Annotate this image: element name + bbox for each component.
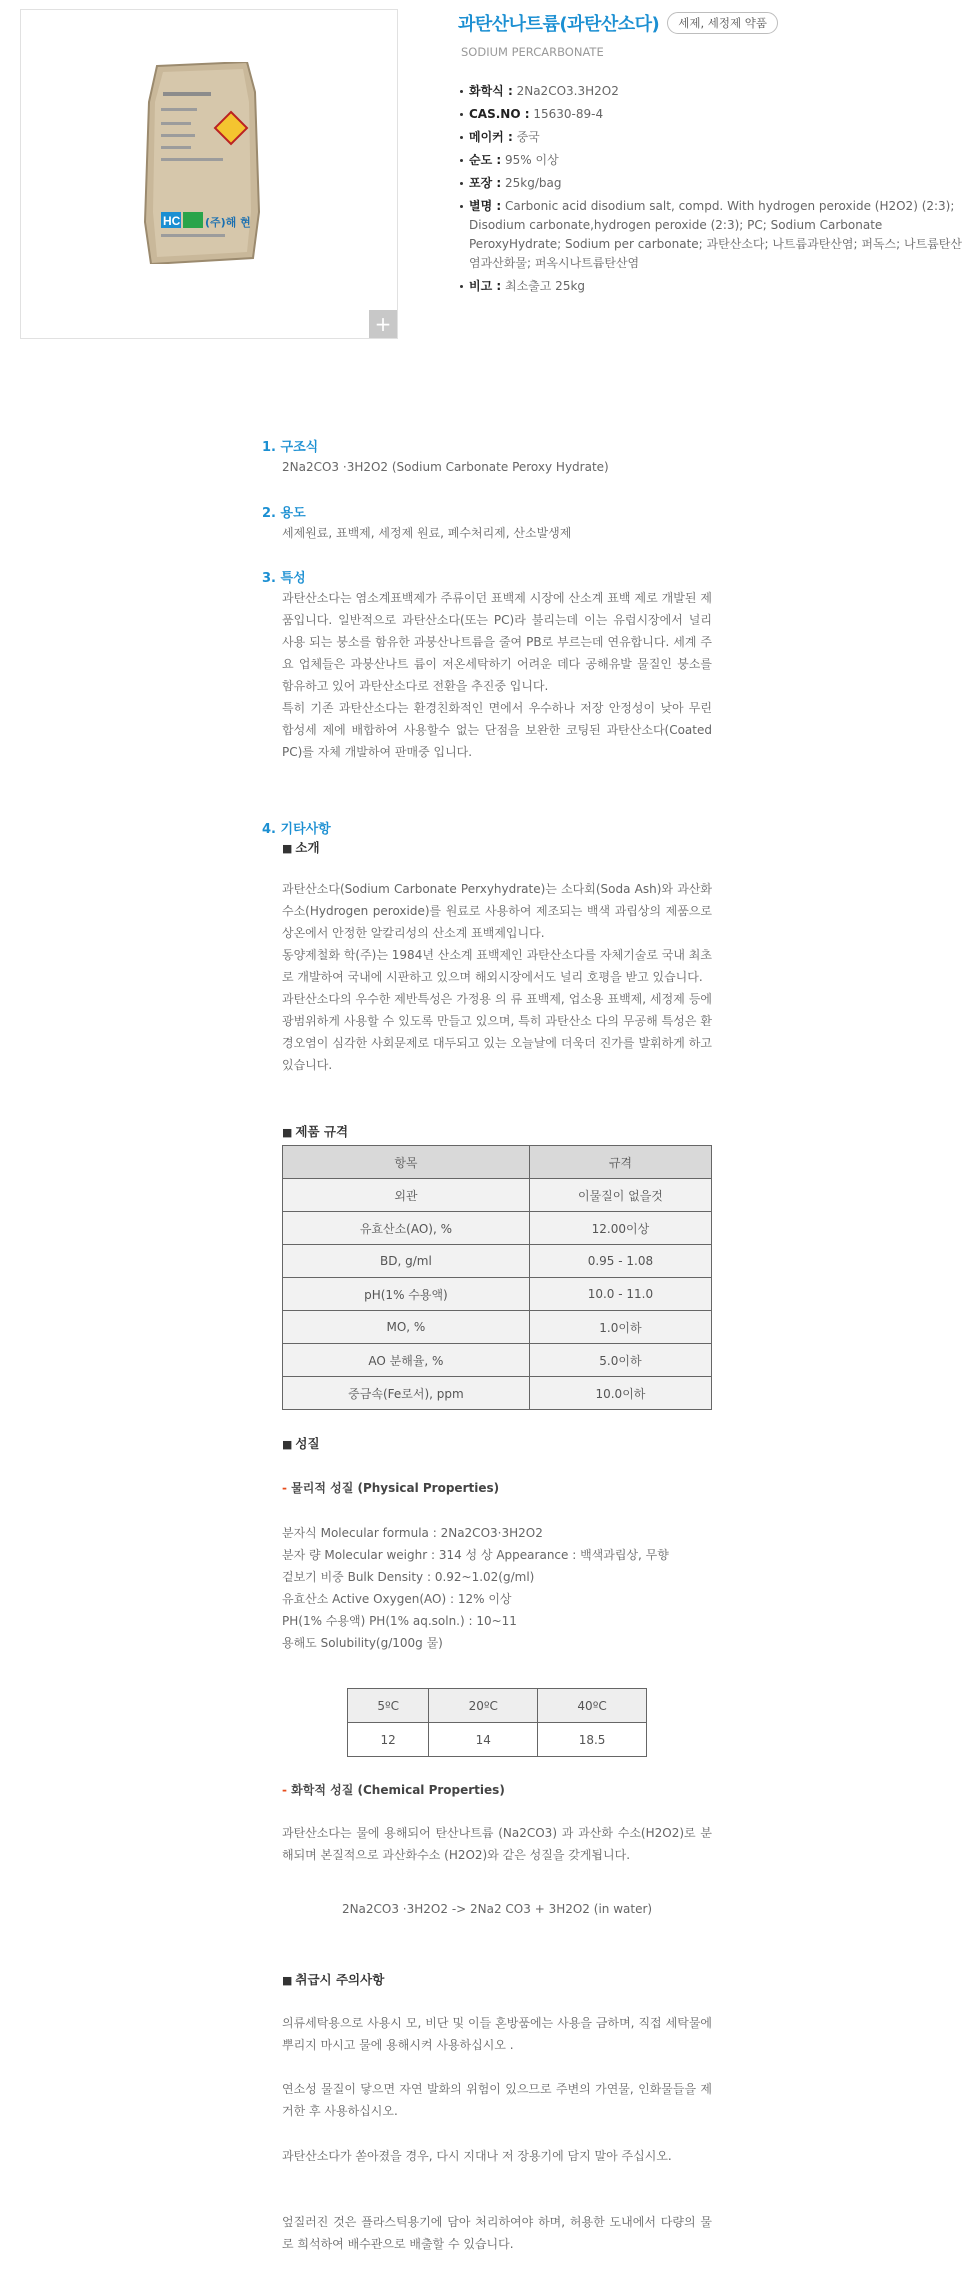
product-title-row [458, 10, 778, 36]
chemical-properties-title: 화학적 성질 (Chemical Properties) [291, 1783, 505, 1797]
spec-value: 중국 [516, 130, 540, 144]
spec-value: 25kg/bag [505, 176, 562, 190]
section-title-misc: 4. 기타사항 [262, 822, 331, 837]
intro-paragraph: 과탄산소다의 우수한 제반특성은 가정용 의 류 표백제, 업소용 표백제, 세정제 등에 광범위하게 사용할 수 있도록 만들고 있으며, 특히 과탄산소 다의 무공해 특성은 환경오염이 심각한 사회문제로 대두되고 있는 오늘날에 더욱더 진가를 발휘하게 하고 있습니다. [282, 992, 712, 1072]
spec-label: 별명 : [469, 199, 502, 213]
spec-value: 최소출고 25kg [505, 279, 586, 293]
table-row [283, 1212, 712, 1245]
table-header-row [283, 1146, 712, 1179]
spec-label: 순도 : [469, 153, 502, 167]
product-title: 과탄산나트륨(과탄산소다) [458, 14, 660, 35]
spec-item-packaging [460, 174, 970, 193]
handling-text-3: 과탄산소다가 쏟아졌을 경우, 다시 지대나 저 장용기에 담지 말아 주십시오. [282, 2149, 672, 2163]
category-badge[interactable]: 세제, 세정제 약품 [667, 12, 778, 34]
section-title-features: 3. 특성 [262, 571, 306, 586]
product-bag-image [143, 62, 261, 264]
table-cell: 10.0이하 [529, 1377, 711, 1410]
spec-value: 95% 이상 [505, 153, 559, 167]
features-paragraph: 과탄산소다는 염소계표백제가 주류이던 표백제 시장에 산소계 표백 제로 개발된 제품입니다. 일반적으로 과탄산소다(또는 PC)라 불리는데 이는 유럽시장에서 널리 사용 되는 붕소를 함유한 과붕산나트륨을 줄여 PB로 부르는데 연유합니다. 세계 주요 업체들은 과붕산나트 륨이 저온세탁하기 어려운 데다 공해유발 물질인 붕소를 함유하고 있어 과탄산소다로 전환을 추진중 입니다. [282, 591, 712, 693]
table-cell: MO, % [283, 1311, 530, 1344]
handling-text-1: 의류세탁용으로 사용시 모, 비단 및 이들 혼방품에는 사용을 금하며, 직접 세탁물에 뿌리지 마시고 물에 용해시켜 사용하십시오 . [282, 2016, 712, 2052]
intro-text [282, 878, 712, 1076]
spec-table-heading [282, 1122, 348, 1140]
spec-item-aliases [460, 197, 970, 273]
chemical-properties-heading [282, 1781, 505, 1798]
square-bullet-icon: ■ [282, 1126, 293, 1139]
bag-brand-text: (주)해 현 [205, 216, 251, 229]
product-spec-list [460, 82, 970, 300]
property-line: 유효산소 Active Oxygen(AO) : 12% 이상 [282, 1592, 512, 1606]
table-header-cell: 항목 [283, 1146, 530, 1179]
table-cell: 1.0이하 [529, 1311, 711, 1344]
table-cell: 10.0 - 11.0 [529, 1278, 711, 1311]
chemical-properties-text: 과탄산소다는 물에 용해되어 탄산나트륨 (Na2CO3) 과 과산화 수소(H2O2)로 분해되며 본질적으로 과산화수소 (H2O2)와 같은 성질을 갖게됩니다. [282, 1826, 712, 1862]
intro-paragraph: 동양제철화 학(주)는 1984년 산소계 표백제인 과탄산소다를 자체기술로 국내 최초로 개발하여 국내에 시판하고 있으며 해외시장에서도 널리 호평을 받고 있습니다. [282, 948, 712, 984]
properties-heading-text: 성질 [295, 1436, 320, 1451]
table-cell: 0.95 - 1.08 [529, 1245, 711, 1278]
table-cell: 14 [429, 1723, 538, 1757]
property-line: PH(1% 수용액) PH(1% aq.soln.) : 10~11 [282, 1614, 517, 1628]
square-bullet-icon: ■ [282, 842, 293, 855]
spec-item-formula [460, 82, 970, 101]
bag-logo: HC [163, 214, 181, 228]
table-cell: AO 분해율, % [283, 1344, 530, 1377]
table-cell: 20ºC [429, 1689, 538, 1723]
spec-label: CAS.NO : [469, 107, 530, 121]
spec-table-heading-text: 제품 규격 [295, 1124, 349, 1139]
handling-text-4: 엎질러진 것은 플라스틱용기에 담아 처리하여야 하며, 허용한 도내에서 다량의 물로 희석하여 배수관으로 배출할 수 있습니다. [282, 2215, 712, 2251]
table-cell: 12 [348, 1723, 429, 1757]
table-cell: pH(1% 수용액) [283, 1278, 530, 1311]
square-bullet-icon: ■ [282, 1438, 293, 1451]
table-cell: 18.5 [538, 1723, 647, 1757]
table-cell: 유효산소(AO), % [283, 1212, 530, 1245]
property-line: 겉보기 비중 Bulk Density : 0.92~1.02(g/ml) [282, 1570, 535, 1584]
table-cell: 40ºC [538, 1689, 647, 1723]
features-text [282, 587, 712, 763]
product-image-box [20, 9, 398, 339]
table-cell: 12.00이상 [529, 1212, 711, 1245]
handling-heading [282, 1970, 384, 1988]
property-line: 용해도 Solubility(g/100g 물) [282, 1636, 443, 1650]
spec-label: 비고 : [469, 279, 502, 293]
spec-value: 15630-89-4 [533, 107, 604, 121]
table-cell: BD, g/ml [283, 1245, 530, 1278]
intro-paragraph: 과탄산소다(Sodium Carbonate Perxyhydrate)는 소다회(Soda Ash)와 과산화수소(Hydrogen peroxide)를 원료로 사용하여 제조되는 백색 과립상의 제품으로 상온에서 안정한 알칼리성의 산소계 표백제입니다. [282, 882, 712, 940]
spec-item-purity [460, 151, 970, 170]
section-title-uses: 2. 용도 [262, 506, 306, 521]
handling-heading-text: 취급시 주의사항 [295, 1972, 385, 1987]
intro-heading [282, 838, 320, 856]
dash-bullet: - [282, 1783, 292, 1797]
properties-heading [282, 1434, 320, 1452]
structure-text: 2Na2CO3 ·3H2O2 (Sodium Carbonate Peroxy Hydrate) [282, 460, 609, 474]
physical-properties-heading [282, 1479, 499, 1496]
solubility-table [347, 1688, 647, 1757]
table-row [283, 1377, 712, 1410]
spec-value: 2Na2CO3.3H2O2 [516, 84, 619, 98]
zoom-button[interactable]: + [369, 310, 397, 338]
table-row [283, 1245, 712, 1278]
table-cell: 5ºC [348, 1689, 429, 1723]
intro-heading-text: 소개 [295, 840, 320, 855]
table-row [348, 1723, 647, 1757]
table-row [283, 1311, 712, 1344]
table-row [348, 1689, 647, 1723]
dash-bullet: - [282, 1481, 292, 1495]
spec-value: Carbonic acid disodium salt, compd. With hydrogen peroxide (H2O2) (2:3); Disodium carbonate,hydrogen peroxide (2:3); PC; Sodium Carbonate PeroxyHydrate; Sodium per carbonate; 과탄산소다; 나트륨과탄산염; 퍼독스; 나트륨탄산염과산화물; 퍼옥시나트륨탄산염 [469, 199, 962, 270]
spec-item-note [460, 277, 970, 296]
reaction-equation: 2Na2CO3 ·3H2O2 -> 2Na2 CO3 + 3H2O2 (in water) [341, 1902, 653, 1916]
spec-item-maker [460, 128, 970, 147]
physical-properties-list [282, 1522, 712, 1654]
property-line: 분자식 Molecular formula : 2Na2CO3·3H2O2 [282, 1526, 543, 1540]
spec-label: 메이커 : [469, 130, 513, 144]
table-row [283, 1344, 712, 1377]
spec-label: 화학식 : [469, 84, 513, 98]
handling-text-2: 연소성 물질이 닿으면 자연 발화의 위험이 있으므로 주변의 가연물, 인화물들을 제거한 후 사용하십시오. [282, 2082, 712, 2118]
uses-text: 세제원료, 표백제, 세정제 원료, 폐수처리제, 산소발생제 [282, 526, 572, 540]
table-row [283, 1278, 712, 1311]
table-cell: 5.0이하 [529, 1344, 711, 1377]
spec-item-cas [460, 105, 970, 124]
spec-label: 포장 : [469, 176, 502, 190]
table-cell: 이물질이 없을것 [529, 1179, 711, 1212]
physical-properties-title: 물리적 성질 (Physical Properties) [291, 1481, 500, 1495]
table-header-cell: 규격 [529, 1146, 711, 1179]
table-cell: 외관 [283, 1179, 530, 1212]
table-cell: 중금속(Fe로서), ppm [283, 1377, 530, 1410]
property-line: 분자 량 Molecular weighr : 314 성 상 Appearance : 백색과립상, 무향 [282, 1548, 669, 1562]
product-spec-table [282, 1145, 712, 1410]
features-paragraph: 특히 기존 과탄산소다는 환경친화적인 면에서 우수하나 저장 안정성이 낮아 무린 합성세 제에 배합하여 사용할수 없는 단점을 보완한 코팅된 과탄산소다(Coated PC)를 자체 개발하여 판매중 입니다. [282, 701, 712, 759]
product-subtitle: SODIUM PERCARBONATE [461, 45, 604, 59]
table-row [283, 1179, 712, 1212]
section-title-structure: 1. 구조식 [262, 440, 319, 455]
square-bullet-icon: ■ [282, 1974, 293, 1987]
